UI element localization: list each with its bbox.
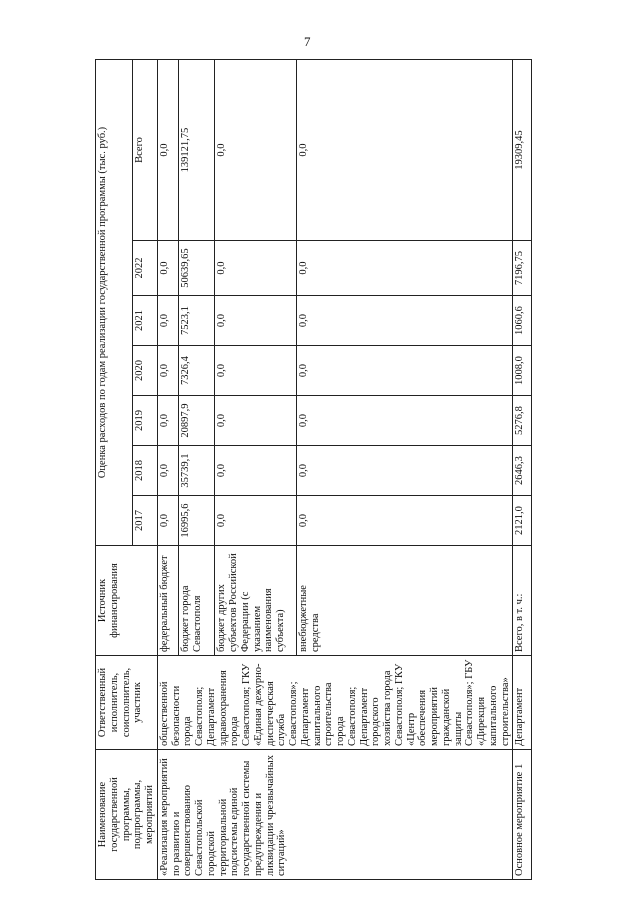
source-cell: внебюджетные средства bbox=[296, 546, 512, 656]
next-row-source-cell: Всего, в т. ч.: bbox=[513, 546, 532, 656]
header-name: Наименование государственной программы, подпрограммы, мероприятий bbox=[96, 750, 158, 880]
table-row bbox=[157, 59, 178, 879]
value-cell: 0,0 bbox=[296, 396, 512, 446]
header-total: Всего bbox=[132, 59, 157, 240]
header-responsible: Ответственный исполнитель, соисполнитель, участник bbox=[96, 656, 158, 750]
value-cell: 50639,65 bbox=[178, 241, 215, 296]
value-cell: 0,0 bbox=[296, 241, 512, 296]
value-cell: 0,0 bbox=[157, 446, 178, 496]
header-estimate: Оценка расходов по годам реализации государственной программы (тыс. руб.) bbox=[96, 59, 133, 545]
value-cell: 0,0 bbox=[157, 346, 178, 396]
measure-responsible-cell: общественной безопасности города Севастополя; Департамент здравоохранения города Севастополя; ГКУ «Единая дежурно-диспетчерская служба Севастополя»; Департамент капитального строительства города Севастополя; Департамент городского хозяйства города Севастополя; ГКУ «Центр обеспечения мероприятий гражданской защиты Севастополя»; ГБУ «Дирекция капитального строительства» bbox=[157, 656, 513, 750]
value-cell: 0,0 bbox=[157, 296, 178, 346]
value-cell: 0,0 bbox=[215, 241, 297, 296]
header-year-2019: 2019 bbox=[132, 396, 157, 446]
source-cell: федеральный бюджет bbox=[157, 546, 178, 656]
value-cell: 0,0 bbox=[296, 446, 512, 496]
value-cell: 0,0 bbox=[215, 346, 297, 396]
rotated-table-wrapper bbox=[95, 60, 585, 880]
header-year-2017: 2017 bbox=[132, 496, 157, 546]
value-cell: 35739,1 bbox=[178, 446, 215, 496]
value-cell: 0,0 bbox=[296, 346, 512, 396]
measure-name-cell: «Реализация мероприятий по развитию и совершенствованию Севастопольской городской территориальной подсистемы единой государственной системы предупреждения и ликвидации чрезвычайных ситуаций» bbox=[157, 750, 513, 880]
source-cell: бюджет других субъектов Российской Федерации (с указанием наименования субъекта) bbox=[215, 546, 297, 656]
page-number: 7 bbox=[304, 34, 311, 49]
value-cell: 0,0 bbox=[215, 446, 297, 496]
value-cell: 0,0 bbox=[296, 296, 512, 346]
expenditure-table bbox=[95, 59, 532, 880]
total-cell: 0,0 bbox=[296, 59, 512, 240]
header-year-2020: 2020 bbox=[132, 346, 157, 396]
header-year-2022: 2022 bbox=[132, 241, 157, 296]
header-source: Источник финансирования bbox=[96, 546, 158, 656]
value-cell: 7523,1 bbox=[178, 296, 215, 346]
value-cell: 16995,6 bbox=[178, 496, 215, 546]
value-cell: 5276,8 bbox=[513, 396, 532, 446]
value-cell: 20897,9 bbox=[178, 396, 215, 446]
value-cell: 7326,4 bbox=[178, 346, 215, 396]
total-cell: 19309,45 bbox=[513, 59, 532, 240]
table-row bbox=[513, 59, 532, 879]
total-cell: 0,0 bbox=[215, 59, 297, 240]
value-cell: 1008,0 bbox=[513, 346, 532, 396]
value-cell: 1060,6 bbox=[513, 296, 532, 346]
value-cell: 2121,0 bbox=[513, 496, 532, 546]
value-cell: 0,0 bbox=[215, 496, 297, 546]
next-row-responsible-cell: Департамент bbox=[513, 656, 532, 750]
total-cell: 0,0 bbox=[157, 59, 178, 240]
total-cell: 139121,75 bbox=[178, 59, 215, 240]
value-cell: 7196,75 bbox=[513, 241, 532, 296]
value-cell: 0,0 bbox=[157, 496, 178, 546]
value-cell: 0,0 bbox=[215, 296, 297, 346]
value-cell: 0,0 bbox=[157, 396, 178, 446]
header-year-2018: 2018 bbox=[132, 446, 157, 496]
value-cell: 2646,3 bbox=[513, 446, 532, 496]
value-cell: 0,0 bbox=[215, 396, 297, 446]
next-row-name-cell: Основное мероприятие 1 bbox=[513, 750, 532, 880]
value-cell: 0,0 bbox=[157, 241, 178, 296]
header-year-2021: 2021 bbox=[132, 296, 157, 346]
document-sheet bbox=[95, 60, 585, 880]
value-cell: 0,0 bbox=[296, 496, 512, 546]
source-cell: бюджет города Севастополя bbox=[178, 546, 215, 656]
